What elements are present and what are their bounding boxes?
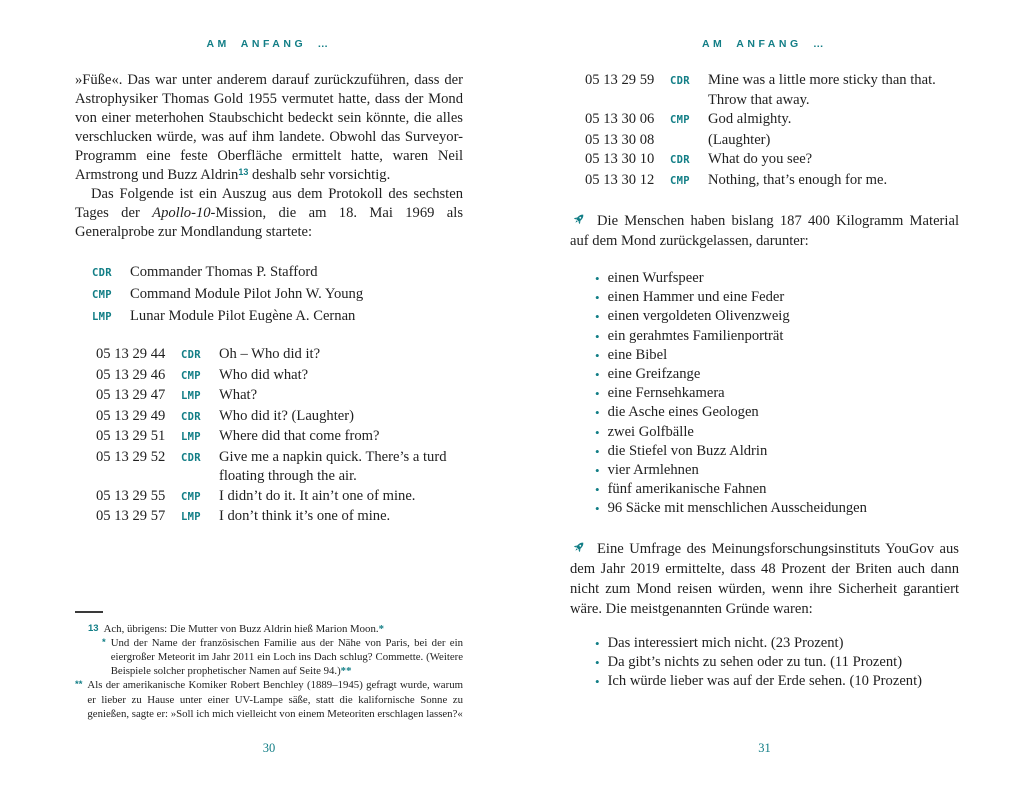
footnote	[88, 622, 463, 636]
timestamp: 05 13 29 46	[96, 366, 166, 383]
page-number: 31	[758, 741, 771, 755]
list-item	[595, 461, 959, 480]
list-item	[595, 499, 959, 518]
footnote-ref-13: 13	[238, 167, 249, 177]
paragraph-text: »Füße«. Das war unter anderem darauf zurückzuführen, dass der Astrophysiker Thomas Gold 1955 vermutet hatte, dass der Mond von einer meterhohen Staubschicht bedeckt sein könnte, die alles verschlucken würde, was auf ihm landete. Obwohl das Surveyor-Programm eine feste Oberfläche ermittelt hatte, waren Neil Armstrong und Buzz Aldrin	[75, 72, 463, 183]
list-item-text: die Stiefel von Buzz Aldrin	[607, 442, 768, 459]
list-item-text: eine Greifzange	[607, 366, 701, 383]
bullet-icon: •	[595, 674, 600, 690]
timestamp: 05 13 30 06	[585, 111, 655, 127]
list-item-text: die Asche eines Geologen	[607, 404, 759, 421]
bullet-icon: •	[595, 347, 600, 363]
paragraph-text: deshalb sehr vorsichtig.	[248, 167, 391, 183]
survey-reasons-list	[595, 634, 959, 692]
transcript-text: I don’t think it’s one of mine.	[219, 508, 391, 524]
fact-paragraph-material	[570, 211, 959, 251]
transcript-text: What?	[219, 387, 258, 403]
footnotes-section	[75, 611, 463, 721]
speaker-code: CMP	[670, 174, 690, 187]
footnote	[75, 678, 463, 721]
footnote-text	[111, 636, 463, 679]
speaker-code: LMP	[181, 431, 201, 443]
list-item-text: Da gibt’s nichts zu sehen oder zu tun. (11 Prozent)	[607, 653, 903, 670]
crew-name: Command Module Pilot John W. Young	[130, 286, 364, 302]
list-item	[595, 307, 959, 326]
transcript-text: Oh – Who did it?	[219, 346, 321, 362]
speaker-code: CMP	[670, 114, 690, 126]
footnote-marker: 13	[88, 622, 99, 634]
transcript-text: Nothing, that’s enough for me.	[708, 171, 888, 188]
timestamp: 05 13 29 59	[585, 72, 655, 88]
bullet-icon: •	[595, 309, 600, 325]
speaker-code: CDR	[670, 154, 690, 166]
transcript-left	[96, 345, 463, 528]
bullet-icon: •	[595, 501, 600, 517]
rocket-icon	[570, 212, 587, 227]
list-item-text: eine Fernsehkamera	[607, 385, 725, 402]
timestamp: 05 13 29 44	[96, 346, 166, 362]
timestamp: 05 13 29 51	[96, 428, 166, 444]
crew-list	[92, 262, 463, 328]
list-item	[595, 480, 959, 499]
list-item	[595, 327, 959, 346]
footnote-suffix: *	[378, 622, 384, 635]
running-head: AM ANFANG …	[206, 38, 332, 50]
bullet-icon: •	[595, 290, 600, 306]
list-item	[595, 403, 959, 422]
list-item	[595, 672, 959, 691]
speaker-code: CMP	[181, 490, 201, 503]
transcript-row	[96, 366, 463, 387]
footnote	[102, 636, 463, 679]
footnote-text-body: Ach, übrigens: Die Mutter von Buzz Aldrin hieß Marion Moon.	[103, 622, 379, 635]
transcript-text: Who did it? (Laughter)	[219, 407, 354, 424]
transcript-row	[96, 448, 463, 487]
speaker-code: LMP	[181, 511, 201, 523]
timestamp: 05 13 29 47	[96, 387, 166, 403]
crew-name: Commander Thomas P. Stafford	[130, 264, 318, 280]
rocket-icon	[570, 540, 587, 555]
transcript-row	[96, 386, 463, 407]
timestamp: 05 13 30 08	[585, 131, 655, 148]
transcript-text: (Laughter)	[708, 131, 771, 148]
list-item-text: ein gerahmtes Familienporträt	[607, 327, 784, 344]
speaker-code: CDR	[670, 75, 690, 87]
speaker-code: CDR	[181, 451, 201, 464]
list-item-text: 96 Säcke mit menschlichen Ausscheidungen	[607, 500, 867, 517]
page-number: 30	[262, 741, 276, 755]
list-item	[595, 365, 959, 384]
list-item-text: eine Bibel	[607, 346, 668, 363]
list-item	[595, 442, 959, 461]
fact-text: Die Menschen haben bislang 187 400 Kilogramm Material auf dem Mond zurückgelassen, darunter:	[570, 213, 959, 249]
crew-name: Lunar Module Pilot Eugène A. Cernan	[130, 308, 356, 324]
list-item-text: einen Hammer und eine Feder	[607, 289, 785, 306]
timestamp: 05 13 30 12	[585, 171, 655, 188]
list-item-text: einen Wurfspeer	[607, 270, 704, 286]
transcript-row	[585, 150, 959, 171]
speaker-code: LMP	[181, 390, 201, 402]
transcript-text: What do you see?	[708, 151, 813, 167]
transcript-right	[585, 71, 959, 191]
transcript-row	[96, 487, 463, 508]
list-item	[595, 288, 959, 307]
bullet-icon: •	[595, 386, 600, 402]
list-item	[595, 346, 959, 365]
items-left-on-moon-list	[595, 269, 959, 519]
fact-text: Eine Umfrage des Meinungsforschungsinstituts YouGov aus dem Jahr 2019 ermittelte, dass 48 Prozent der Briten auch dann nicht zum Mond reisen würden, wenn ihre Sicherheit garantiert wäre. Die meistgenannten Gründe waren:	[570, 540, 959, 617]
list-item-text: einen vergoldeten Olivenzweig	[607, 308, 790, 325]
transcript-text: Mine was a little more sticky than that. Throw that away.	[708, 72, 936, 108]
list-item	[595, 653, 959, 672]
speaker-code: CDR	[92, 267, 112, 279]
list-item	[595, 634, 959, 653]
footnote-rule	[75, 611, 103, 613]
list-item-text: Ich würde lieber was auf der Erde sehen. (10 Prozent)	[607, 673, 923, 690]
transcript-text: Where did that come from?	[219, 428, 380, 444]
crew-row	[92, 306, 463, 328]
list-item-text: fünf amerikanische Fahnen	[607, 481, 767, 498]
footnote-text	[104, 622, 384, 636]
timestamp: 05 13 29 57	[96, 508, 166, 524]
timestamp: 05 13 29 49	[96, 407, 166, 424]
bullet-icon: •	[595, 463, 600, 479]
footnote-suffix: **	[340, 665, 352, 678]
paragraph-text: Das Folgende ist ein Auszug aus dem Protokoll des sechsten Tages der	[75, 186, 463, 221]
bullet-icon: •	[595, 443, 600, 459]
footnote-text-body: Als der amerikanische Komiker Robert Benchley (1889–1945) gefragt wurde, warum er lieber zu Hause unter einer UV-Lampe säße, statt die kalifornische Sonne zu genießen, sagte er: »Soll ich mich vielleicht von einem Meteoriten erschlagen lassen?«	[87, 679, 463, 720]
list-item-text: vier Armlehnen	[607, 462, 699, 479]
transcript-text: I didn’t do it. It ain’t one of mine.	[219, 487, 416, 504]
transcript-row	[96, 407, 463, 428]
transcript-row	[96, 345, 463, 366]
transcript-text: Who did what?	[219, 366, 309, 383]
page-right	[510, 0, 1020, 790]
transcript-row	[96, 507, 463, 528]
paragraph-text: -Mission, die am 18. Mai 1969 als Generalprobe zur Mondlandung startete:	[75, 205, 463, 240]
speaker-code: CMP	[181, 369, 201, 382]
transcript-text: Give me a napkin quick. There’s a turd floating through the air.	[219, 448, 447, 484]
running-head: AM ANFANG …	[701, 38, 828, 50]
transcript-row	[585, 71, 959, 110]
fact-paragraph-survey	[570, 539, 959, 619]
speaker-code: CMP	[92, 289, 112, 301]
bullet-icon: •	[595, 367, 600, 383]
transcript-text: God almighty.	[708, 111, 792, 127]
transcript-row	[585, 110, 959, 131]
transcript-row	[585, 131, 959, 151]
transcript-row	[585, 171, 959, 192]
speaker-code: CDR	[181, 349, 201, 361]
list-item	[595, 423, 959, 442]
list-item	[595, 269, 959, 288]
bullet-icon: •	[595, 654, 600, 670]
bullet-icon: •	[595, 482, 600, 498]
footnote-list	[75, 622, 463, 721]
transcript-row	[96, 427, 463, 448]
timestamp: 05 13 29 52	[96, 448, 166, 465]
bullet-icon: •	[595, 328, 600, 344]
bullet-icon: •	[595, 635, 600, 651]
mission-name-italic: Apollo-10	[152, 205, 211, 221]
list-item-text: Das interessiert mich nicht. (23 Prozent)	[607, 634, 844, 651]
timestamp: 05 13 30 10	[585, 151, 655, 167]
bullet-icon: •	[595, 271, 600, 286]
crew-row	[92, 284, 463, 306]
footnote-marker: **	[75, 679, 83, 691]
footnote-text	[87, 678, 463, 721]
timestamp: 05 13 29 55	[96, 487, 166, 504]
bullet-icon: •	[595, 424, 600, 440]
footnote-marker: *	[102, 636, 106, 648]
paragraph-fusse	[75, 71, 463, 185]
list-item-text: zwei Golfbälle	[607, 423, 694, 440]
speaker-code: LMP	[92, 311, 112, 323]
footnote-text-body: Und der Name der französischen Familie aus der Nähe von Paris, bei der ein eiergroßer Meteorit im Jahr 2011 ein Loch ins Dach schlug? Commette. (Weitere Beispiele solcher prophetischer Namen auf Seite 94.)	[110, 636, 463, 678]
speaker-code: CDR	[181, 410, 201, 423]
list-item	[595, 384, 959, 403]
bullet-icon: •	[595, 405, 600, 421]
crew-row	[92, 262, 463, 284]
paragraph-das-folgende	[75, 185, 463, 242]
